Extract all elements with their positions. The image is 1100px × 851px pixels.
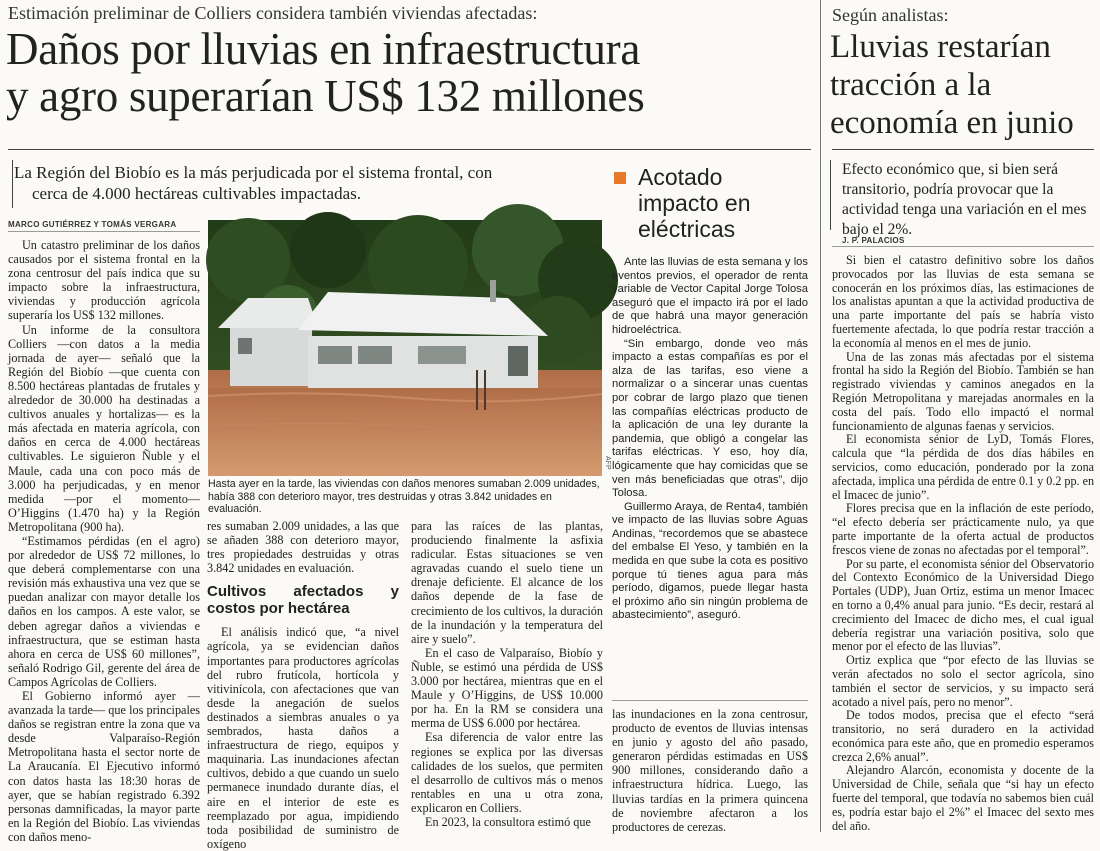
paragraph: “Sin embargo, donde veo más impacto a estas compañías es por el alza de las tarifas, eso viene a normalizar o a sincerar unas cuentas por cobrar de largo plazo que tienen las compañías eléctricas producto de la aplicación de una ley durante la pandemia, que obligó a congelar las tarifas eléctricas. Y eso, hoy día, lógicamente que hay comicidas que se ven más beneficiadas que otras”, dijo Tolosa. xyxy=(612,337,808,500)
byline-rule xyxy=(8,231,200,232)
side-headline xyxy=(830,28,1095,142)
paragraph: En 2023, la consultora estimó que xyxy=(425,814,591,829)
main-headline xyxy=(6,26,821,120)
main-deck-line1: La Región del Biobío es la más perjudicada por el sistema frontal, con xyxy=(14,163,493,182)
main-deck xyxy=(14,162,599,204)
paragraph: Un informe de la consultora Colliers —con datos a la media jornada de ayer— señaló que la Región del Biobío —que cuenta con 8.500 hectáreas plantadas de frutales y alrededor de 30.000 ha destinadas a cultivos anuales y hortalizas— es la más afectada en materia agrícola, con daños en cerca de 4.000 hectáreas cultivables. Le siguieron Ñuble y el Maule, cada una con poco más de 3.000 ha perjudicadas, y en menor medida —por el momento— O’Higgins (1.470 ha) y la Región Metropolitana (900 ha). xyxy=(8,322,200,534)
side-headline-line1: Lluvias restarían xyxy=(830,29,1051,65)
side-byline: J. P. PALACIOS xyxy=(842,236,905,245)
paragraph: El economista sénior de LyD, Tomás Flores, calcula que “la pérdida de dos días hábiles en servicios, como educación, ponderado por la zona afectada, implica una pérdida de entre 0.1 y 0.2 pp. en el Imacec de junio”. xyxy=(832,432,1094,502)
paragraph: res sumaban 2.009 unidades, a las que se añaden 388 con deterioro mayor, tres propiedades destruidas y otras 3.842 unidades en evaluación. xyxy=(207,519,399,576)
main-headline-line1: Daños por lluvias en infraestructura xyxy=(6,24,640,74)
headline-divider xyxy=(8,149,811,150)
main-column-1 xyxy=(8,238,200,844)
paragraph: Ortiz explica que “por efecto de las lluvias se verán afectados no solo el sector agrícola, sino también el sector de servicios, y su impacto será acotado a nivel país, pero no menor”. xyxy=(832,653,1094,709)
deck-bar xyxy=(12,160,13,208)
paragraph: El análisis indicó que, “a nivel agrícola, ya se evidencian daños importantes para productores agrícolas del rubro frutícola, hortícola y vitivinícola, con afectaciones que van desde la anegación de suelos destinados a siembras anuales o ya sembrados, hasta daños a infraestructura de riego, equipos y maquinaria. Las inundaciones afectan cultivos, debido a que cuando un suelo permanece inundado durante días, el aire en el interior de este es reemplazado por agua, impidiendo toda posibilidad de suministro de oxígeno xyxy=(207,625,399,851)
main-deck-line2: cerca de 4.000 hectáreas cultivables impactadas. xyxy=(32,184,361,203)
paragraph: Ante las lluvias de esta semana y los eventos previos, el operador de renta variable de Vector Capital Jorge Tolosa aseguró que el impacto irá por el lado de que habrá una mayor generación hidroeléctrica. xyxy=(612,256,808,336)
paragraph: Esa diferencia de valor entre las regiones se explica por las diversas calidades de los suelos, que permiten el desarrollo de cultivos más o menos rentables en una u otra zona, explicaron en Colliers. xyxy=(411,730,603,815)
box-bottom-rule xyxy=(612,700,808,701)
side-body xyxy=(832,253,1094,833)
box-title: Acotado impacto en eléctricas xyxy=(638,164,751,242)
side-headline-line3: economía en junio xyxy=(830,105,1074,141)
paragraph: Guillermo Araya, de Renta4, también ve impacto de las lluvias sobre Aguas Andinas, “recordemos que se abastece del embalse El Yeso, y también en la medida en que sube la cota es positivo porque tú tienes agua para más período, digamos, puede llegar hasta el próximo año sin ningún problema de abastecimiento”, aseguró. xyxy=(612,500,808,622)
photo-credit: AFP xyxy=(604,456,611,470)
paragraph: Por su parte, el economista sénior del Observatorio del Contexto Económico de la Universidad Diego Portales (UDP), Juan Ortiz, estima un menor Imacec en torno a 0,4% anual para junio. “Es decir, restará al crecimiento del Imacec de dicho mes, el cual igual debería registrar una variación positiva, solo que menor por el efecto de las lluvias”. xyxy=(832,556,1094,654)
paragraph: Flores precisa que en la inflación de este período, “el efecto debería ser prácticamente nulo, ya que parte importante de la oferta actual de productos frescos viene de zonas no afectadas por el temporal”. xyxy=(832,501,1094,557)
subhead: Cultivos afectados y costos por hectárea xyxy=(207,583,399,618)
main-byline: MARCO GUTIÉRREZ Y TOMÁS VERGARA xyxy=(8,220,177,229)
paragraph: En el caso de Valparaíso, Biobío y Ñuble, se estimó una pérdida de US$ 3.000 por hectárea, mientras que en el Maule y O’Higgins, de US$ 10.000 por ha. En la RM se considera una merma de US$ 6.000 por hectárea. xyxy=(411,645,603,731)
paragraph: De todos modos, precisa que el efecto “será transitorio, no será duradero en la actividad económica para este año, que en promedio esperamos crezca 2,6% anual”. xyxy=(832,708,1094,764)
side-headline-divider xyxy=(832,149,1094,150)
side-byline-rule xyxy=(832,246,1094,247)
paragraph: las inundaciones en la zona centrosur, producto de eventos de lluvias intensas en junio y agosto del año pasado, generaron pérdidas estimadas en US$ 900 millones, considerando daño a infraestructura hídrica. Luego, las lluvias tardías en la primera quincena de noviembre afectaron a los productores de cerezas. xyxy=(612,707,808,834)
main-column-2 xyxy=(207,519,399,851)
paragraph: Una de las zonas más afectadas por el sistema frontal ha sido la Región del Biobío. También se han registrado viviendas y caminos anegados en la Región Metropolitana y marejadas anormales en la costa del país. Todo ello impactó el normal funcionamiento de algunas faenas y servicios. xyxy=(832,349,1094,433)
paragraph: para las raíces de las plantas, produciendo finalmente la asfixia radicular. Estas situaciones se ven agravadas cuando el suelo tiene un drenaje deficiente. El alcance de los daños depende de la fase de crecimiento de los cultivos, la duración de la inundación y la temperatura del aire y suelo”. xyxy=(411,519,603,646)
paragraph: Alejandro Alarcón, economista y docente de la Universidad de Chile, señala que “si hay un efecto fuerte del temporal, que todavía no sabemos bien cuál es, podría estar bajo el 2%” el Imacec del sexto mes del año. xyxy=(832,763,1094,833)
side-deck-bar xyxy=(830,160,831,230)
photo-caption: Hasta ayer en la tarde, las viviendas con daños menores sumaban 2.009 unidades, había 388 con deterioro mayor, tres destruidas y otras 3.842 unidades en evaluación. xyxy=(208,478,600,516)
side-kicker: Según analistas: xyxy=(832,5,949,25)
section-divider xyxy=(820,0,821,832)
paragraph: Un catastro preliminar de los daños causados por el sistema frontal en la zona centrosur del país indica que su impacto sobre la infraestructura, viviendas y producción agrícola superaría los US$ 132 millones. xyxy=(8,238,200,323)
main-column-3 xyxy=(411,519,603,830)
box-body xyxy=(612,256,808,696)
flood-photo xyxy=(208,220,602,476)
accent-square xyxy=(614,172,626,184)
flooded-house-image xyxy=(208,220,602,476)
main-headline-line2: y agro superarían US$ 132 millones xyxy=(6,71,645,121)
side-deck: Efecto económico que, si bien será transitorio, podría provocar que la actividad tenga una variación en el mes bajo el 2%. xyxy=(842,161,1087,238)
main-kicker: Estimación preliminar de Colliers considera también viviendas afectadas: xyxy=(8,3,538,23)
paragraph: Si bien el catastro definitivo sobre los daños provocados por las lluvias de esta semana se conocerán en los próximos días, las estimaciones de los analistas apuntan a que la actividad productiva de una parte importante del país se habría visto fuertemente afectada, lo que podría restar tracción a la economía al menos en el mes de junio. xyxy=(832,253,1094,350)
side-headline-line2: tracción a la xyxy=(830,67,992,103)
paragraph: El Gobierno informó ayer —avanzada la tarde— que los principales daños se registran entre la zona que va desde Valparaíso-Región Metropolitana hasta el sector norte de La Araucanía. El Ejecutivo informó con datos hasta las 18:30 horas de ayer, que se habían registrado 6.392 personas damnificadas, la mayor parte en la Región del Biobío. Las viviendas con daños meno- xyxy=(8,689,200,844)
main-column-4 xyxy=(612,707,808,834)
paragraph: “Estimamos pérdidas (en el agro) por alrededor de US$ 72 millones, lo que deberá complementarse con una revisión más exhaustiva una vez que se puedan analizar con mayor detalle los daños en los campos. A este valor, se deben agregar daños a viviendas e infraestructura, que se estiman hasta ahora en cerca de US$ 60 millones”, señaló Rodrigo Gil, gerente del área de Campos Agrícolas de Colliers. xyxy=(8,533,200,689)
